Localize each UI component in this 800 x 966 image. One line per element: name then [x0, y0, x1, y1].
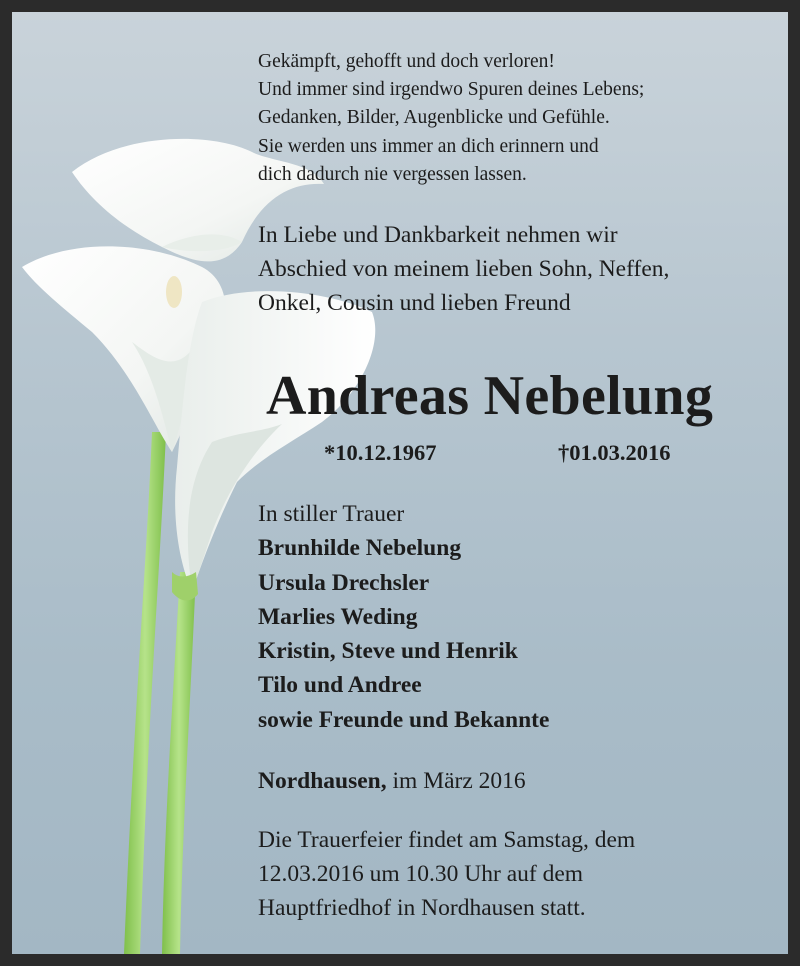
poem-verse — [258, 48, 644, 189]
poem-line: Gedanken, Bilder, Augenblicke und Gefühle. — [258, 107, 610, 129]
farewell-line: Onkel, Cousin und lieben Freund — [258, 290, 571, 316]
mourners-intro: In stiller Trauer — [258, 501, 405, 527]
birth-date: *10.12.1967 — [324, 440, 437, 465]
mourners-list — [258, 497, 549, 737]
mourner-name: Brunhilde Nebelung — [258, 535, 462, 562]
poem-line: Gekämpft, gehofft und doch verloren! — [258, 51, 555, 72]
funeral-line: Hauptfriedhof in Nordhausen statt. — [258, 895, 586, 921]
mourner-name: Kristin, Steve und Henrik — [258, 638, 518, 665]
poem-line: Sie werden uns immer an dich erinnern und — [258, 135, 599, 157]
place-month: im März 2016 — [386, 768, 526, 794]
poem-line: Und immer sind irgendwo Spuren deines Lebens; — [258, 79, 645, 101]
funeral-line: 12.03.2016 um 10.30 Uhr auf dem — [258, 861, 584, 887]
place-city: Nordhausen, — [258, 768, 387, 794]
mourner-name: Marlies Weding — [258, 603, 418, 630]
mourner-name: Tilo und Andree — [258, 672, 422, 699]
mourner-name: sowie Freunde und Bekannte — [258, 706, 550, 733]
place-date — [258, 764, 526, 798]
funeral-line: Die Trauerfeier findet am Samstag, dem — [258, 827, 636, 853]
farewell-line: Abschied von meinem lieben Sohn, Neffen, — [258, 256, 670, 282]
farewell-text — [258, 218, 669, 320]
death-date: †01.03.2016 — [558, 440, 671, 465]
poem-line: dich dadurch nie vergessen lassen. — [258, 163, 527, 185]
stem-left — [124, 432, 166, 954]
spadix — [166, 276, 182, 308]
mourner-name: Ursula Drechsler — [258, 569, 430, 596]
farewell-line: In Liebe und Dankbarkeit nehmen wir — [258, 222, 618, 248]
deceased-name: Andreas Nebelung — [266, 365, 714, 427]
stem-right — [162, 572, 196, 954]
funeral-info — [258, 823, 635, 925]
